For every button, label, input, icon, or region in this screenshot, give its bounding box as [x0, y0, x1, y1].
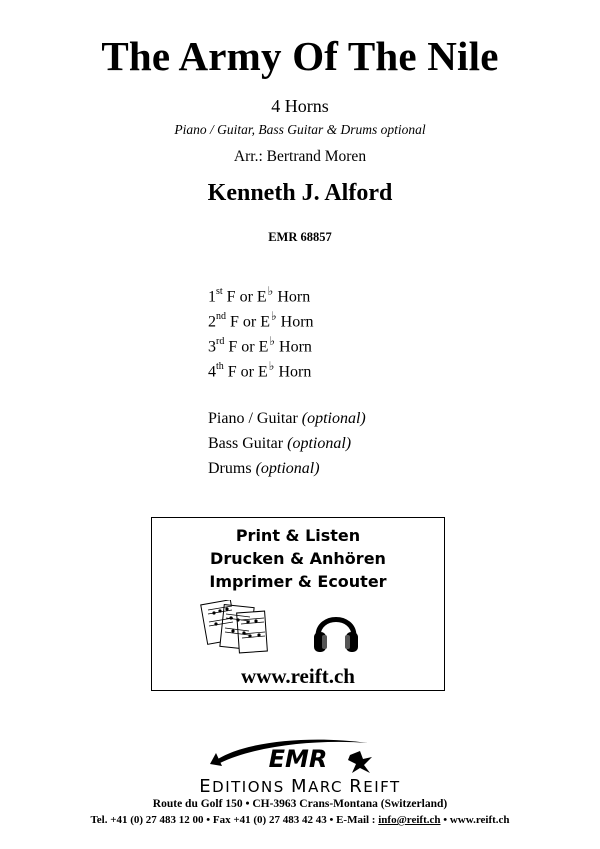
publisher-contact: Tel. +41 (0) 27 483 12 00 • Fax +41 (0) 27 483 42 43 • E-Mail : info@reift.ch • www.reift.ch	[90, 814, 510, 826]
flat-icon: ♭	[269, 334, 276, 349]
headphones-icon	[312, 602, 360, 656]
part-item: 1st F or E♭ Horn	[208, 284, 311, 306]
accompaniment-note: Piano / Guitar, Bass Guitar & Drums optional	[174, 122, 426, 137]
sheet-music-icon	[200, 600, 272, 658]
page-title: The Army Of The Nile	[101, 33, 499, 79]
promo-url[interactable]: www.reift.ch	[241, 664, 355, 688]
catalog-number: EMR 68857	[268, 230, 332, 244]
part-item: 3rd F or E♭ Horn	[208, 334, 312, 356]
promo-line-fr: Imprimer & Ecouter	[209, 572, 387, 591]
publisher-address: Route du Golf 150 • CH-3963 Crans-Montana (Switzerland)	[152, 798, 448, 810]
optional-part-item: Drums (optional)	[208, 460, 320, 477]
composer-name: Kenneth J. Alford	[207, 180, 393, 206]
flat-icon: ♭	[268, 359, 275, 374]
optional-part-item: Piano / Guitar (optional)	[208, 410, 366, 427]
email-link[interactable]: info@reift.ch	[378, 814, 441, 826]
svg-text:EMR: EMR	[268, 745, 328, 773]
promo-line-en: Print & Listen	[235, 526, 361, 545]
flat-icon: ♭	[271, 309, 277, 324]
part-item: 2nd F or E♭ Horn	[208, 309, 314, 331]
print-listen-box	[151, 517, 445, 691]
flat-icon: ♭	[267, 284, 274, 299]
part-item: 4th F or E♭ Horn	[208, 359, 312, 381]
promo-line-de: Drucken & Anhören	[210, 549, 386, 568]
publisher-name: EDITIONS MARC REIFT	[199, 776, 401, 797]
ensemble-label: 4 Horns	[271, 96, 329, 116]
arranger-label: Arr.: Bertrand Moren	[233, 148, 367, 165]
optional-parts-list	[208, 406, 366, 481]
emr-logo	[200, 733, 400, 775]
optional-part-item: Bass Guitar (optional)	[208, 435, 352, 452]
parts-list	[208, 280, 314, 380]
